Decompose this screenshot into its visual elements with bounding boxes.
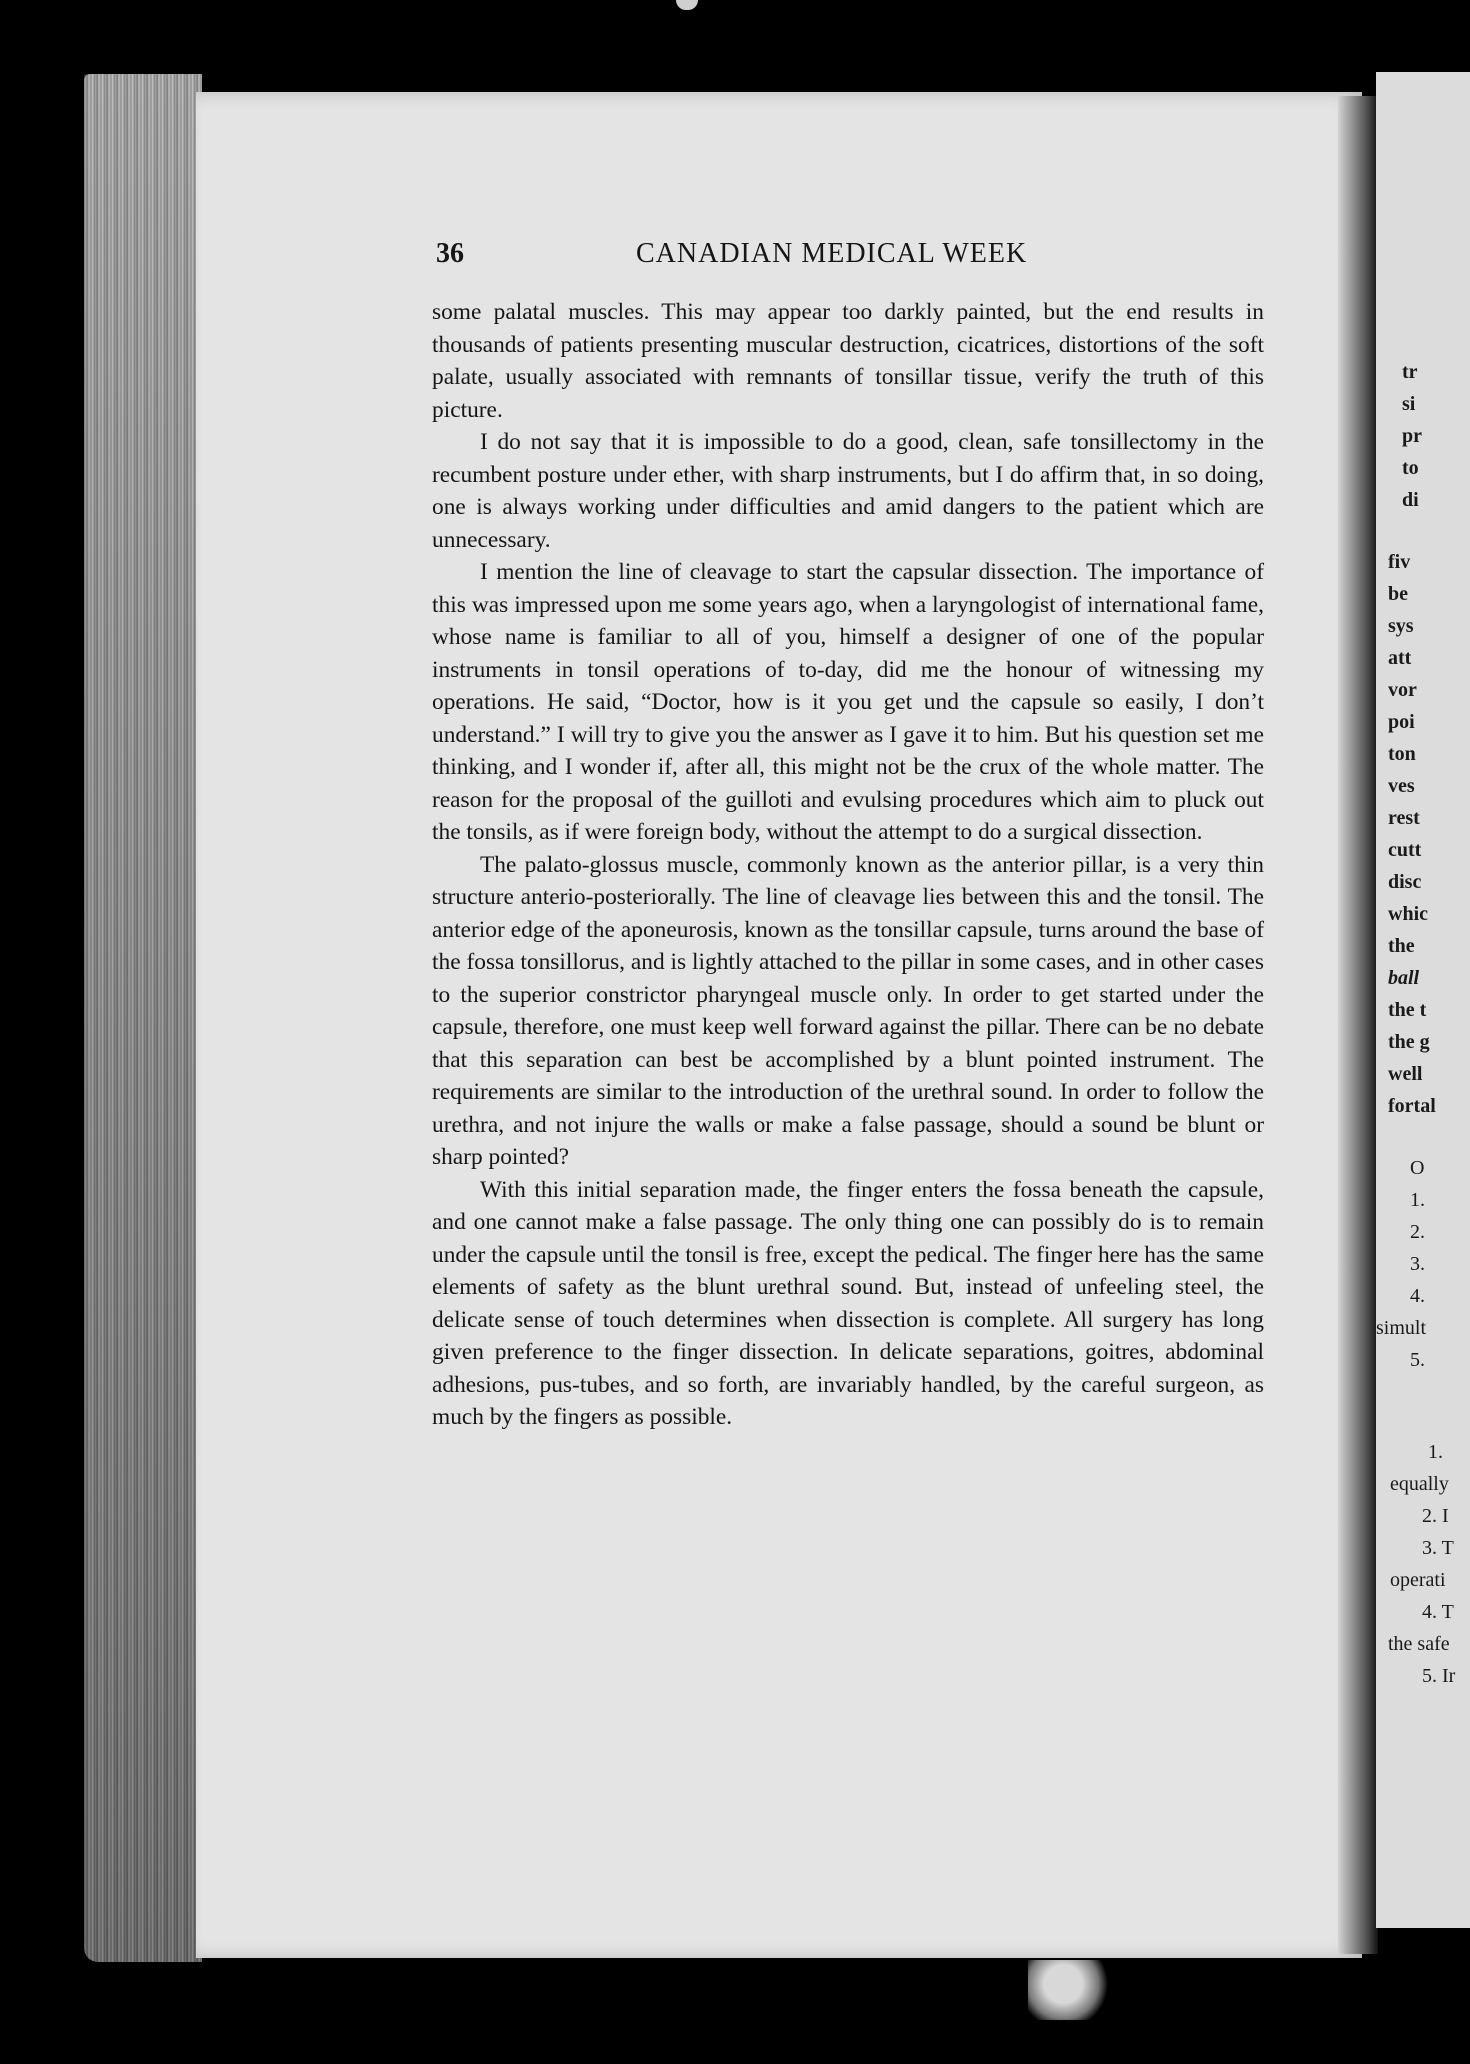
adjacent-page-fragment: operati — [1390, 1569, 1446, 1591]
adjacent-page-fragment: ton — [1388, 743, 1416, 765]
adjacent-page-fragment: the — [1388, 935, 1415, 957]
adjacent-page-fragment: well — [1388, 1063, 1423, 1085]
adjacent-page-fragment: vor — [1388, 679, 1417, 701]
adjacent-page-fragment: rest — [1388, 807, 1420, 829]
adjacent-page-fragment: the t — [1388, 999, 1427, 1021]
scan-artifact-top — [676, 0, 698, 10]
adjacent-page-fragment: equally — [1390, 1473, 1449, 1495]
page-number: 36 — [436, 238, 464, 269]
adjacent-page-fragment: 3. — [1410, 1253, 1425, 1275]
article-body — [432, 296, 1264, 1434]
adjacent-page-fragment: 4. — [1410, 1285, 1425, 1307]
adjacent-page-fragment: 1. — [1410, 1189, 1425, 1211]
adjacent-page-fragment: ves — [1388, 775, 1415, 797]
adjacent-page-fragment: the g — [1388, 1031, 1430, 1053]
book-gutter-shadow — [1338, 96, 1378, 1954]
paragraph-3: I mention the line of cleavage to start the capsular dissection. The importance of this was impressed upon me some years ago, when a laryngologist of international fame, whose name is familiar to all of you, himself a designer of one of the popular instruments in tonsil operations of to-day, did me the honour of witnessing my operations. He said, “Doctor, how is it you get und the capsule so easily, I don’t understand.” I will try to give you the answer as I gave it to him. But his question set me thinking, and I wonder if, after all, this might not be the crux of the whole matter. The reason for the proposal of the guilloti and evulsing procedures which aim to pluck out the tonsils, as if were foreign body, without the attempt to do a surgical dissection. — [432, 559, 1264, 845]
adjacent-page-fragment: sys — [1388, 615, 1414, 637]
adjacent-page-fragment: 5. Ir — [1422, 1665, 1456, 1687]
adjacent-page-fragment: tr — [1402, 361, 1418, 383]
adjacent-page-fragment: O — [1410, 1157, 1425, 1179]
adjacent-page-fragment: 4. T — [1422, 1601, 1454, 1623]
adjacent-page-fragment: pr — [1402, 425, 1422, 447]
adjacent-page-fragment: 2. — [1410, 1221, 1425, 1243]
paragraph-1: some palatal muscles. This may appear too darkly painted, but the end results in thousands of patients presenting muscular destruction, cicatrices, distortions of the soft palate, usually associated with remnants of tonsillar tissue, verify the truth of this picture. — [432, 299, 1264, 423]
adjacent-page-fragment: 3. T — [1422, 1537, 1454, 1559]
adjacent-page-fragment: simult — [1376, 1317, 1427, 1339]
adjacent-page-fragment: to — [1402, 457, 1419, 479]
adjacent-page-fragment: 5. — [1410, 1349, 1425, 1371]
adjacent-page-fragment: si — [1402, 393, 1416, 415]
adjacent-page-fragment: 1. — [1428, 1441, 1443, 1463]
adjacent-page-fragment: be — [1388, 583, 1408, 605]
book-page-edges — [84, 74, 202, 1962]
adjacent-page-fragment: poi — [1388, 711, 1415, 733]
adjacent-page — [1376, 72, 1470, 1928]
adjacent-page-fragment: 2. I — [1422, 1505, 1449, 1527]
adjacent-page-fragment: disc — [1388, 871, 1422, 893]
adjacent-page-fragment: att — [1388, 647, 1412, 669]
paragraph-2: I do not say that it is impossible to do a good, clean, safe tonsillectomy in the recumbent posture under ether, with sharp instruments, but I do affirm that, in so doing, one is always working under difficulties and amid dangers to the patient which are unnecessary. — [432, 429, 1264, 553]
adjacent-page-fragment: fortal — [1388, 1095, 1436, 1117]
adjacent-page-fragment: di — [1402, 489, 1419, 511]
adjacent-page-fragment: whic — [1388, 903, 1428, 925]
journal-title: CANADIAN MEDICAL WEEK — [636, 238, 1028, 269]
paragraph-4: The palato-glossus muscle, commonly known as the anterior pillar, is a very thin structure anterio-posteriorally. The line of cleavage lies between this and the tonsil. The anterior edge of the aponeurosis, known as the tonsillar capsule, turns around the base of the fossa tonsillorus, and is lightly attached to the pillar in some cases, and in other cases to the superior constrictor pharyngeal muscle only. In order to get started under the capsule, therefore, one must keep well forward against the pillar. There can be no debate that this separation can best be accomplished by a blunt pointed instrument. The requirements are similar to the introduction of the urethral sound. In order to follow the urethra, and not injure the walls or make a false passage, should a sound be blunt or sharp pointed? — [432, 851, 1264, 1170]
adjacent-page-fragment: the safe — [1388, 1633, 1450, 1655]
adjacent-page-fragment: fiv — [1388, 551, 1411, 573]
adjacent-page-fragment: cutt — [1388, 839, 1422, 861]
scan-artifact-bottom — [1028, 1960, 1116, 2020]
adjacent-page-fragment: ball — [1388, 967, 1420, 989]
paragraph-5: With this initial separation made, the finger enters the fossa beneath the capsule, and one cannot make a false passage. The only thing one can possibly do is to remain under the capsule until the tonsil is free, except the pedical. The finger here has the same elements of safety as the blunt urethral sound. But, instead of unfeeling steel, the delicate sense of touch determines when dissection is complete. All surgery has long given preference to the finger dissection. In delicate separations, goitres, abdominal adhesions, pus-tubes, and so forth, are invariably handled, by the careful surgeon, as much by the fingers as possible. — [432, 1176, 1264, 1430]
